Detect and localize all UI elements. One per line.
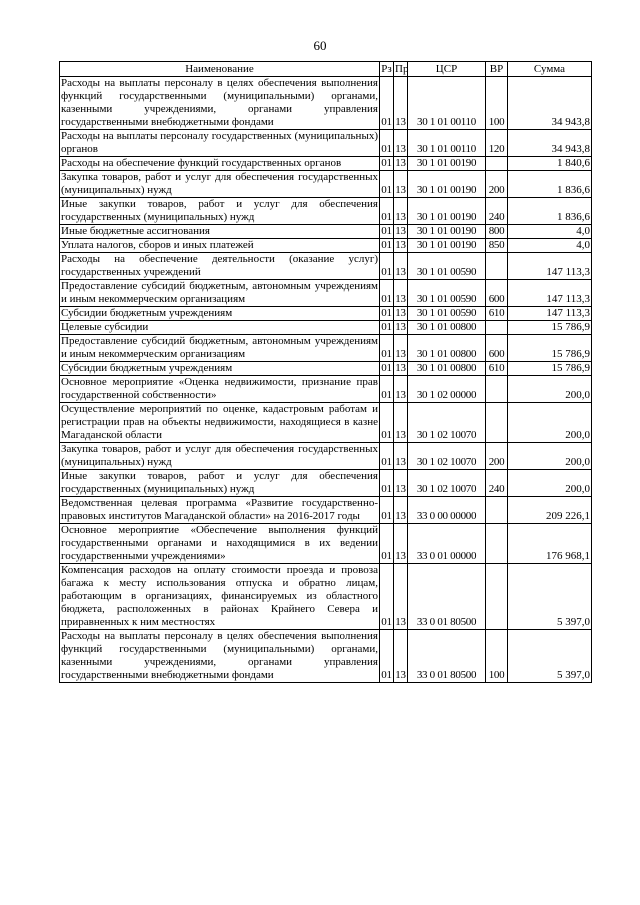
cell-csr: 30 1 01 00590 bbox=[408, 307, 486, 321]
table-row bbox=[60, 524, 592, 564]
cell-rz: 01 bbox=[381, 239, 392, 251]
page-number: 60 bbox=[313, 38, 327, 53]
cell-vr: 600 bbox=[486, 280, 508, 307]
cell-pr: 13 bbox=[395, 225, 406, 237]
table-row bbox=[60, 470, 592, 497]
cell-vr: 200 bbox=[486, 443, 508, 470]
table-row bbox=[60, 130, 592, 157]
cell-csr: 33 0 01 00000 bbox=[408, 524, 486, 564]
cell-csr: 30 1 01 00590 bbox=[408, 280, 486, 307]
cell-rz: 01 bbox=[381, 225, 392, 237]
cell-rz: 01 bbox=[380, 335, 394, 362]
cell-csr: 30 1 01 00110 bbox=[408, 77, 486, 130]
table-row bbox=[60, 171, 592, 198]
column-header-csr: ЦСР bbox=[408, 62, 486, 77]
table-row bbox=[60, 280, 592, 307]
cell-pr: 13 bbox=[395, 362, 406, 374]
cell-vr: 800 bbox=[486, 225, 508, 239]
cell-pr: 13 bbox=[395, 321, 406, 333]
cell-vr: 200 bbox=[486, 171, 508, 198]
cell-sum: 15 786,9 bbox=[508, 362, 592, 376]
cell-vr: 610 bbox=[486, 362, 508, 376]
cell-pr: 13 bbox=[394, 497, 408, 524]
cell-vr: 600 bbox=[486, 335, 508, 362]
cell-csr: 30 1 01 00190 bbox=[408, 198, 486, 225]
cell-csr: 30 1 01 00590 bbox=[408, 253, 486, 280]
cell-pr: 13 bbox=[394, 403, 408, 443]
cell-rz: 01 bbox=[380, 497, 394, 524]
table-row bbox=[60, 443, 592, 470]
cell-pr: 13 bbox=[394, 280, 408, 307]
cell-name: Расходы на выплаты персоналу в целях обеспечения выполнения функций государственными (муниципальными) органами, казенными учреждениями, органами управления государственными внебюджетными фондами bbox=[61, 77, 378, 128]
cell-rz: 01 bbox=[380, 630, 394, 683]
table-row bbox=[60, 225, 592, 239]
cell-name: Компенсация расходов на оплату стоимости проезда и провоза багажа к месту использования отпуска и обратно лицам, работающим в организациях, финансируемых из областного бюджета, расположенных в районах Крайнего Севера и приравненных к ним местностях bbox=[61, 564, 378, 628]
cell-rz: 01 bbox=[380, 470, 394, 497]
cell-rz: 01 bbox=[380, 403, 394, 443]
cell-name: Основное мероприятие «Обеспечение выполнения функций государственными органами и находящимися в их ведении государственными учреждениями» bbox=[61, 524, 378, 562]
cell-sum: 1 836,6 bbox=[508, 198, 592, 225]
cell-name: Уплата налогов, сборов и иных платежей bbox=[60, 239, 380, 253]
cell-vr bbox=[486, 253, 508, 280]
cell-csr: 30 1 02 10070 bbox=[408, 403, 486, 443]
table-row bbox=[60, 403, 592, 443]
cell-sum: 200,0 bbox=[508, 443, 592, 470]
cell-sum: 34 943,8 bbox=[508, 77, 592, 130]
cell-sum: 4,0 bbox=[508, 239, 592, 253]
cell-name: Субсидии бюджетным учреждениям bbox=[60, 362, 380, 376]
cell-name: Ведомственная целевая программа «Развитие государственно-правовых институтов Магаданской области» на 2016-2017 годы bbox=[61, 497, 378, 522]
cell-vr: 850 bbox=[486, 239, 508, 253]
cell-pr: 13 bbox=[394, 77, 408, 130]
cell-vr: 100 bbox=[486, 630, 508, 683]
table-row bbox=[60, 362, 592, 376]
table-row bbox=[60, 321, 592, 335]
column-header-vr: ВР bbox=[486, 62, 508, 77]
cell-sum: 200,0 bbox=[508, 403, 592, 443]
cell-csr: 30 1 02 00000 bbox=[408, 376, 486, 403]
cell-csr: 30 1 01 00190 bbox=[408, 239, 486, 253]
cell-vr: 100 bbox=[486, 77, 508, 130]
cell-pr: 13 bbox=[395, 307, 406, 319]
cell-sum: 200,0 bbox=[508, 376, 592, 403]
cell-csr: 30 1 01 00110 bbox=[408, 130, 486, 157]
cell-vr bbox=[486, 497, 508, 524]
cell-rz: 01 bbox=[380, 280, 394, 307]
cell-name: Целевые субсидии bbox=[60, 321, 380, 335]
cell-rz: 01 bbox=[380, 564, 394, 630]
cell-sum: 34 943,8 bbox=[508, 130, 592, 157]
cell-sum: 1 840,6 bbox=[508, 157, 592, 171]
cell-csr: 30 1 01 00190 bbox=[408, 157, 486, 171]
cell-sum: 15 786,9 bbox=[508, 335, 592, 362]
table-row bbox=[60, 239, 592, 253]
table-row bbox=[60, 198, 592, 225]
table-row bbox=[60, 253, 592, 280]
budget-table bbox=[59, 61, 592, 683]
cell-vr bbox=[486, 376, 508, 403]
cell-rz: 01 bbox=[380, 376, 394, 403]
cell-vr bbox=[486, 564, 508, 630]
cell-sum: 15 786,9 bbox=[508, 321, 592, 335]
cell-sum: 5 397,0 bbox=[508, 564, 592, 630]
cell-csr: 30 1 01 00800 bbox=[408, 335, 486, 362]
table-row bbox=[60, 335, 592, 362]
cell-csr: 30 1 01 00190 bbox=[408, 225, 486, 239]
cell-name: Иные закупки товаров, работ и услуг для обеспечения государственных (муниципальных) нужд bbox=[61, 198, 378, 223]
cell-vr bbox=[486, 321, 508, 335]
cell-pr: 13 bbox=[394, 130, 408, 157]
cell-csr: 33 0 00 00000 bbox=[408, 497, 486, 524]
cell-rz: 01 bbox=[380, 443, 394, 470]
column-header-sum: Сумма bbox=[508, 62, 592, 77]
cell-name: Расходы на обеспечение деятельности (оказание услуг) государственных учреждений bbox=[61, 253, 378, 278]
cell-rz: 01 bbox=[381, 362, 392, 374]
cell-sum: 4,0 bbox=[508, 225, 592, 239]
cell-rz: 01 bbox=[380, 198, 394, 225]
cell-vr bbox=[486, 403, 508, 443]
cell-name: Субсидии бюджетным учреждениям bbox=[60, 307, 380, 321]
cell-name: Иные закупки товаров, работ и услуг для обеспечения государственных (муниципальных) нужд bbox=[61, 470, 378, 495]
table-row bbox=[60, 630, 592, 683]
cell-rz: 01 bbox=[381, 307, 392, 319]
cell-rz: 01 bbox=[380, 253, 394, 280]
cell-pr: 13 bbox=[394, 470, 408, 497]
cell-sum: 176 968,1 bbox=[508, 524, 592, 564]
column-header-rz: Рз bbox=[381, 62, 392, 75]
cell-name: Расходы на обеспечение функций государственных органов bbox=[60, 157, 380, 171]
table-header-row bbox=[60, 62, 592, 77]
cell-pr: 13 bbox=[394, 443, 408, 470]
cell-rz: 01 bbox=[381, 157, 392, 169]
cell-pr: 13 bbox=[394, 335, 408, 362]
cell-pr: 13 bbox=[394, 564, 408, 630]
cell-pr: 13 bbox=[394, 376, 408, 403]
cell-csr: 30 1 02 10070 bbox=[408, 443, 486, 470]
table-row bbox=[60, 77, 592, 130]
cell-sum: 147 113,3 bbox=[508, 280, 592, 307]
cell-rz: 01 bbox=[380, 77, 394, 130]
cell-csr: 30 1 02 10070 bbox=[408, 470, 486, 497]
cell-csr: 33 0 01 80500 bbox=[408, 630, 486, 683]
cell-pr: 13 bbox=[394, 524, 408, 564]
cell-csr: 30 1 01 00190 bbox=[408, 171, 486, 198]
cell-vr bbox=[486, 524, 508, 564]
table-row bbox=[60, 307, 592, 321]
cell-name: Предоставление субсидий бюджетным, автономным учреждениям и иным некоммерческим организациям bbox=[61, 335, 378, 360]
cell-pr: 13 bbox=[394, 253, 408, 280]
cell-vr: 240 bbox=[486, 198, 508, 225]
cell-vr: 240 bbox=[486, 470, 508, 497]
column-header-pr: Пр bbox=[395, 62, 409, 75]
cell-vr: 120 bbox=[486, 130, 508, 157]
cell-csr: 30 1 01 00800 bbox=[408, 321, 486, 335]
cell-pr: 13 bbox=[394, 198, 408, 225]
cell-rz: 01 bbox=[380, 130, 394, 157]
cell-rz: 01 bbox=[381, 321, 392, 333]
cell-sum: 5 397,0 bbox=[508, 630, 592, 683]
table-row bbox=[60, 157, 592, 171]
cell-sum: 147 113,3 bbox=[508, 253, 592, 280]
table-row bbox=[60, 376, 592, 403]
cell-name: Расходы на выплаты персоналу государственных (муниципальных) органов bbox=[61, 130, 378, 155]
cell-pr: 13 bbox=[394, 171, 408, 198]
cell-pr: 13 bbox=[395, 157, 406, 169]
cell-name: Осуществление мероприятий по оценке, кадастровым работам и регистрации прав на объекты недвижимости, находящиеся в казне Магаданской области bbox=[61, 403, 378, 441]
table-row bbox=[60, 564, 592, 630]
cell-csr: 33 0 01 80500 bbox=[408, 564, 486, 630]
cell-pr: 13 bbox=[395, 239, 406, 251]
cell-name: Предоставление субсидий бюджетным, автономным учреждениям и иным некоммерческим организациям bbox=[61, 280, 378, 305]
cell-sum: 200,0 bbox=[508, 470, 592, 497]
cell-sum: 209 226,1 bbox=[508, 497, 592, 524]
cell-vr: 610 bbox=[486, 307, 508, 321]
table-row bbox=[60, 497, 592, 524]
cell-name: Иные бюджетные ассигнования bbox=[60, 225, 380, 239]
cell-name: Расходы на выплаты персоналу в целях обеспечения выполнения функций государственными (муниципальными) органами, казенными учреждениями, органами управления государственными внебюджетными фондами bbox=[61, 630, 378, 681]
table-body bbox=[60, 77, 592, 683]
cell-sum: 147 113,3 bbox=[508, 307, 592, 321]
cell-vr bbox=[486, 157, 508, 171]
cell-name: Закупка товаров, работ и услуг для обеспечения государственных (муниципальных) нужд bbox=[61, 171, 378, 196]
cell-name: Основное мероприятие «Оценка недвижимости, признание прав государственной собственности» bbox=[61, 376, 378, 401]
cell-csr: 30 1 01 00800 bbox=[408, 362, 486, 376]
cell-name: Закупка товаров, работ и услуг для обеспечения государственных (муниципальных) нужд bbox=[61, 443, 378, 468]
cell-rz: 01 bbox=[380, 524, 394, 564]
cell-pr: 13 bbox=[394, 630, 408, 683]
column-header-name: Наименование bbox=[60, 62, 380, 77]
cell-rz: 01 bbox=[380, 171, 394, 198]
cell-sum: 1 836,6 bbox=[508, 171, 592, 198]
